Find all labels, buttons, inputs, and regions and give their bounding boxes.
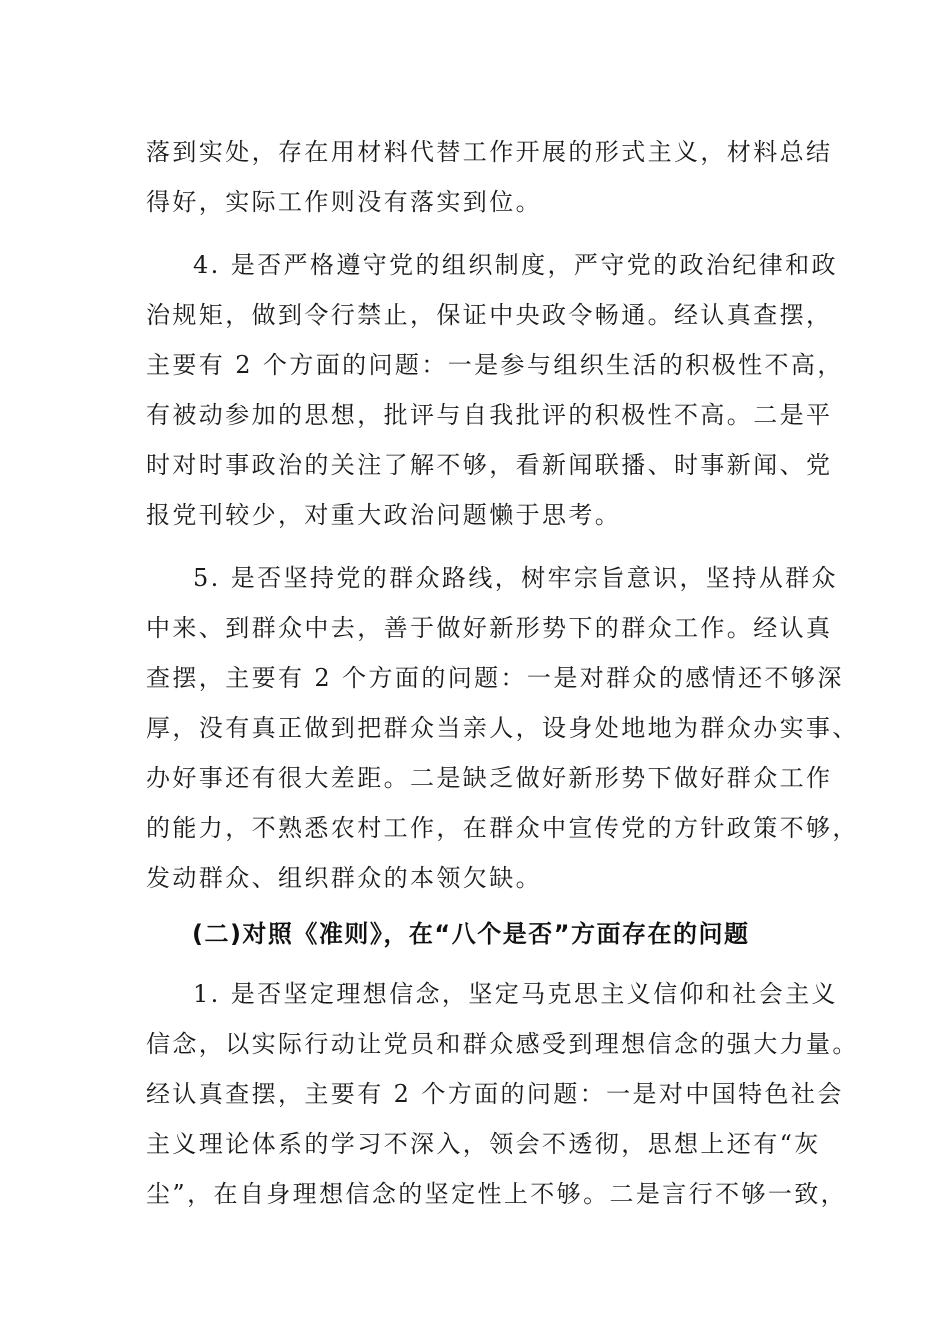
- text-line: 落到实处，存在用材料代替工作开展的形式主义，材料总结: [146, 138, 833, 166]
- section-heading: (二)对照《准则》，在“八个是否”方面存在的问题: [192, 920, 750, 948]
- text-line: 发动群众、组织群众的本领欠缺。: [146, 864, 542, 892]
- text-line: 主义理论体系的学习不深入，领会不透彻，思想上还有“灰: [146, 1130, 821, 1158]
- text-line: 厚，没有真正做到把群众当亲人，设身处地地为群众办实事、: [146, 714, 859, 742]
- text-line: 有被动参加的思想，批评与自我批评的积极性不高。二是平: [146, 401, 833, 429]
- text-line: 的能力，不熟悉农村工作，在群众中宣传党的方针政策不够，: [146, 814, 859, 842]
- text-line: 1. 是否坚定理想信念，坚定马克思主义信仰和社会主义: [193, 980, 838, 1008]
- text-line: 中来、到群众中去，善于做好新形势下的群众工作。经认真: [146, 614, 833, 642]
- text-line: 得好，实际工作则没有落实到位。: [146, 188, 542, 216]
- text-line: 治规矩，做到令行禁止，保证中央政令畅通。经认真查摆，: [146, 301, 833, 329]
- text-line: 信念，以实际行动让党员和群众感受到理想信念的强大力量。: [146, 1030, 859, 1058]
- text-line: 查摆，主要有 2 个方面的问题：一是对群众的感情还不够深: [146, 664, 844, 692]
- text-line: 尘”，在自身理想信念的坚定性上不够。二是言行不够一致，: [146, 1180, 848, 1208]
- text-line: 时对时事政治的关注了解不够，看新闻联播、时事新闻、党: [146, 451, 833, 479]
- text-line: 办好事还有很大差距。二是缺乏做好新形势下做好群众工作: [146, 764, 833, 792]
- text-line: 4. 是否严格遵守党的组织制度，严守党的政治纪律和政: [193, 251, 838, 279]
- text-line: 主要有 2 个方面的问题：一是参与组织生活的积极性不高，: [146, 351, 844, 379]
- text-line: 5. 是否坚持党的群众路线，树牢宗旨意识，坚持从群众: [193, 564, 838, 592]
- text-line: 报党刊较少，对重大政治问题懒于思考。: [146, 501, 622, 529]
- text-line: 经认真查摆，主要有 2 个方面的问题：一是对中国特色社会: [146, 1080, 844, 1108]
